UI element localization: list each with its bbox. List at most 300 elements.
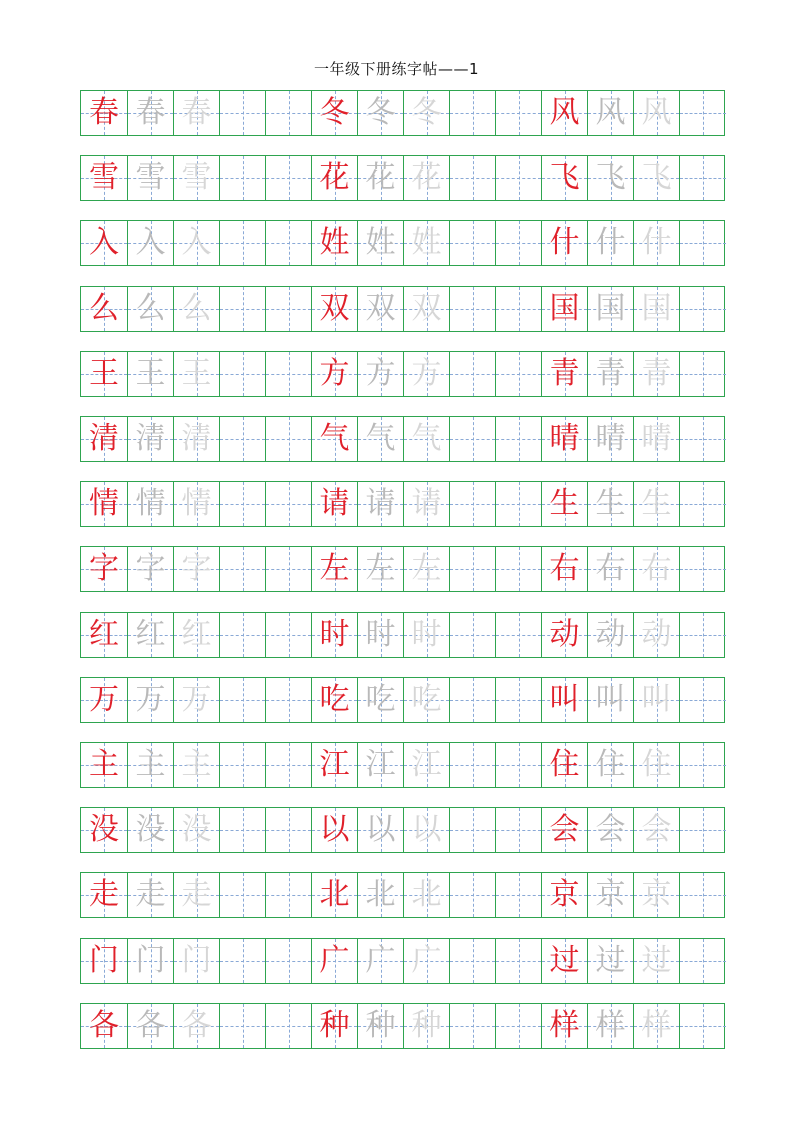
- grid-cell: [127, 417, 173, 461]
- trace-character: 万: [181, 681, 212, 717]
- model-character: 动: [549, 616, 580, 652]
- trace-character: 走: [181, 877, 212, 913]
- grid-cell: [173, 939, 219, 983]
- grid-cell: [633, 808, 679, 852]
- grid-cell: [403, 417, 449, 461]
- grid-cell: [81, 678, 127, 722]
- grid-cell: [403, 287, 449, 331]
- grid-cell: [495, 352, 541, 396]
- grid-cell: [541, 613, 587, 657]
- grid-cell: [81, 482, 127, 526]
- model-character: 清: [89, 421, 119, 456]
- trace-character: 京: [641, 877, 672, 913]
- model-character: 春: [89, 95, 119, 130]
- grid-cell: [265, 156, 311, 200]
- grid-cell: [449, 352, 495, 396]
- grid-cell: [541, 873, 587, 917]
- trace-character: 时: [365, 616, 396, 652]
- grid-cell: [633, 156, 679, 200]
- grid-cell: [127, 547, 173, 591]
- grid-cell: [495, 221, 541, 265]
- grid-cell: [587, 482, 633, 526]
- model-character: 飞: [549, 160, 580, 196]
- model-character: 气: [319, 421, 350, 456]
- grid-cell: [679, 678, 726, 722]
- grid-row: [80, 938, 725, 984]
- grid-cell: [403, 547, 449, 591]
- grid-cell: [495, 1004, 541, 1048]
- trace-character: 住: [641, 747, 672, 782]
- trace-character: 过: [595, 942, 626, 978]
- grid-cell: [265, 221, 311, 265]
- trace-character: 红: [181, 616, 212, 652]
- trace-character: 方: [411, 355, 442, 391]
- model-character: 字: [89, 551, 119, 587]
- model-character: 王: [89, 355, 119, 391]
- grid-cell: [173, 287, 219, 331]
- trace-character: 吃: [411, 681, 442, 717]
- grid-cell: [311, 482, 357, 526]
- grid-cell: [357, 678, 403, 722]
- grid-cell: [173, 156, 219, 200]
- grid-cell: [357, 221, 403, 265]
- trace-character: 门: [135, 942, 166, 978]
- trace-character: 字: [135, 551, 166, 587]
- grid-cell: [357, 482, 403, 526]
- trace-character: 门: [181, 942, 212, 978]
- grid-cell: [219, 939, 265, 983]
- grid-cell: [541, 547, 587, 591]
- model-character: 叫: [549, 681, 580, 717]
- model-character: 广: [319, 942, 350, 978]
- grid-cell: [679, 287, 726, 331]
- trace-character: 会: [595, 812, 626, 848]
- grid-cell: [403, 613, 449, 657]
- grid-cell: [265, 352, 311, 396]
- trace-character: 飞: [595, 160, 626, 196]
- grid-cell: [403, 221, 449, 265]
- grid-cell: [679, 482, 726, 526]
- model-character: 右: [549, 551, 580, 587]
- grid-cell: [541, 156, 587, 200]
- grid-cell: [403, 91, 449, 135]
- grid-cell: [679, 547, 726, 591]
- trace-character: 情: [135, 486, 166, 522]
- grid-cell: [219, 156, 265, 200]
- grid-cell: [495, 91, 541, 135]
- grid-cell: [265, 939, 311, 983]
- model-character: 什: [549, 225, 580, 261]
- grid-cell: [311, 91, 357, 135]
- grid-cell: [679, 873, 726, 917]
- grid-cell: [587, 91, 633, 135]
- grid-cell: [633, 743, 679, 787]
- trace-character: 什: [595, 225, 626, 261]
- model-character: 走: [89, 877, 119, 913]
- grid-cell: [449, 678, 495, 722]
- grid-cell: [449, 873, 495, 917]
- grid-cell: [495, 678, 541, 722]
- grid-cell: [81, 221, 127, 265]
- grid-cell: [679, 352, 726, 396]
- grid-cell: [81, 873, 127, 917]
- grid-cell: [679, 156, 726, 200]
- trace-character: 清: [181, 421, 212, 456]
- grid-cell: [311, 743, 357, 787]
- grid-cell: [449, 91, 495, 135]
- trace-character: 样: [641, 1007, 672, 1043]
- grid-row: [80, 677, 725, 723]
- grid-cell: [127, 482, 173, 526]
- trace-character: 会: [641, 812, 672, 848]
- grid-cell: [357, 352, 403, 396]
- grid-cell: [127, 613, 173, 657]
- trace-character: 叫: [595, 681, 626, 717]
- trace-character: 国: [595, 290, 626, 326]
- trace-character: 王: [181, 355, 212, 391]
- trace-character: 京: [595, 877, 626, 913]
- grid-cell: [357, 613, 403, 657]
- trace-character: 什: [641, 225, 672, 261]
- grid-cell: [495, 808, 541, 852]
- grid-cell: [311, 873, 357, 917]
- grid-cell: [403, 678, 449, 722]
- grid-cell: [265, 873, 311, 917]
- trace-character: 没: [181, 812, 212, 848]
- grid-cell: [403, 482, 449, 526]
- trace-character: 吃: [365, 681, 396, 717]
- page-title: 一年级下册练字帖——1: [313, 60, 480, 78]
- grid-cell: [81, 417, 127, 461]
- trace-character: 青: [595, 355, 626, 391]
- grid-cell: [587, 156, 633, 200]
- grid-cell: [357, 1004, 403, 1048]
- grid-cell: [495, 547, 541, 591]
- trace-character: 么: [135, 290, 166, 326]
- grid-cell: [633, 873, 679, 917]
- trace-character: 姓: [411, 225, 442, 261]
- grid-cell: [587, 678, 633, 722]
- grid-cell: [127, 743, 173, 787]
- grid-cell: [173, 678, 219, 722]
- grid-cell: [311, 156, 357, 200]
- grid-cell: [81, 613, 127, 657]
- grid-cell: [81, 939, 127, 983]
- grid-cell: [173, 221, 219, 265]
- grid-cell: [449, 482, 495, 526]
- trace-character: 请: [365, 486, 396, 522]
- grid-cell: [219, 91, 265, 135]
- grid-cell: [449, 743, 495, 787]
- grid-cell: [403, 352, 449, 396]
- model-character: 各: [89, 1007, 119, 1043]
- grid-cell: [541, 939, 587, 983]
- grid-cell: [219, 417, 265, 461]
- grid-cell: [357, 156, 403, 200]
- trace-character: 么: [181, 290, 212, 326]
- trace-character: 叫: [641, 681, 672, 717]
- trace-character: 气: [411, 421, 442, 456]
- grid-cell: [311, 221, 357, 265]
- grid-row: [80, 1003, 725, 1049]
- trace-character: 万: [135, 681, 166, 717]
- trace-character: 飞: [641, 160, 672, 196]
- grid-cell: [127, 873, 173, 917]
- trace-character: 字: [181, 551, 212, 587]
- grid-cell: [403, 873, 449, 917]
- grid-cell: [495, 482, 541, 526]
- grid-cell: [495, 156, 541, 200]
- grid-cell: [449, 808, 495, 852]
- grid-cell: [587, 613, 633, 657]
- trace-character: 广: [411, 942, 442, 978]
- grid-cell: [81, 352, 127, 396]
- trace-character: 没: [135, 812, 166, 848]
- grid-cell: [265, 417, 311, 461]
- model-character: 江: [319, 747, 350, 782]
- trace-character: 广: [365, 942, 396, 978]
- trace-character: 以: [411, 812, 442, 848]
- grid-cell: [587, 221, 633, 265]
- model-character: 入: [89, 225, 119, 261]
- trace-character: 生: [641, 486, 672, 522]
- trace-character: 气: [365, 421, 396, 456]
- grid-cell: [357, 287, 403, 331]
- grid-cell: [587, 743, 633, 787]
- model-character: 吃: [319, 681, 350, 717]
- grid-row: [80, 155, 725, 201]
- grid-cell: [541, 91, 587, 135]
- trace-character: 春: [181, 95, 212, 130]
- trace-character: 青: [641, 355, 672, 391]
- model-character: 万: [89, 681, 119, 717]
- model-character: 门: [89, 942, 119, 978]
- trace-character: 红: [135, 616, 166, 652]
- grid-cell: [633, 613, 679, 657]
- grid-cell: [311, 678, 357, 722]
- model-character: 过: [549, 942, 580, 978]
- grid-cell: [357, 873, 403, 917]
- grid-row: [80, 90, 725, 136]
- grid-cell: [587, 808, 633, 852]
- grid-cell: [541, 482, 587, 526]
- trace-character: 风: [595, 95, 626, 130]
- grid-cell: [633, 221, 679, 265]
- grid-cell: [127, 1004, 173, 1048]
- model-character: 左: [319, 551, 350, 587]
- grid-cell: [81, 743, 127, 787]
- grid-cell: [173, 417, 219, 461]
- trace-character: 动: [641, 616, 672, 652]
- trace-character: 国: [641, 290, 672, 326]
- grid-cell: [311, 352, 357, 396]
- model-character: 北: [319, 877, 350, 913]
- grid-cell: [265, 287, 311, 331]
- grid-cell: [173, 352, 219, 396]
- grid-cell: [219, 482, 265, 526]
- grid-cell: [127, 221, 173, 265]
- grid-cell: [495, 417, 541, 461]
- trace-character: 过: [641, 942, 672, 978]
- grid-cell: [265, 613, 311, 657]
- trace-character: 以: [365, 812, 396, 848]
- trace-character: 晴: [595, 421, 626, 456]
- grid-cell: [173, 613, 219, 657]
- grid-cell: [495, 287, 541, 331]
- trace-character: 双: [365, 290, 396, 326]
- grid-cell: [403, 1004, 449, 1048]
- grid-cell: [219, 352, 265, 396]
- grid-cell: [403, 808, 449, 852]
- grid-cell: [173, 547, 219, 591]
- trace-character: 请: [411, 486, 442, 522]
- model-character: 花: [319, 160, 350, 196]
- model-character: 请: [319, 486, 350, 522]
- trace-character: 王: [135, 355, 166, 391]
- model-character: 晴: [549, 421, 580, 456]
- grid-cell: [357, 547, 403, 591]
- model-character: 国: [549, 290, 580, 326]
- grid-cell: [633, 678, 679, 722]
- model-character: 双: [319, 290, 350, 326]
- trace-character: 动: [595, 616, 626, 652]
- grid-cell: [173, 873, 219, 917]
- trace-character: 双: [411, 290, 442, 326]
- model-character: 时: [319, 616, 350, 652]
- grid-row: [80, 416, 725, 462]
- grid-cell: [679, 808, 726, 852]
- trace-character: 右: [595, 551, 626, 587]
- trace-character: 各: [135, 1007, 166, 1043]
- trace-character: 江: [411, 747, 442, 782]
- grid-cell: [679, 743, 726, 787]
- grid-cell: [403, 743, 449, 787]
- trace-character: 春: [135, 95, 166, 130]
- grid-cell: [495, 613, 541, 657]
- trace-character: 江: [365, 747, 396, 782]
- grid-cell: [587, 1004, 633, 1048]
- trace-character: 北: [411, 877, 442, 913]
- grid-cell: [679, 417, 726, 461]
- trace-character: 花: [365, 160, 396, 196]
- trace-character: 生: [595, 486, 626, 522]
- grid-cell: [311, 939, 357, 983]
- grid-cell: [219, 613, 265, 657]
- grid-cell: [449, 287, 495, 331]
- grid-row: [80, 351, 725, 397]
- trace-character: 清: [135, 421, 166, 456]
- grid-cell: [633, 287, 679, 331]
- grid-cell: [265, 482, 311, 526]
- grid-cell: [541, 808, 587, 852]
- trace-character: 情: [181, 486, 212, 522]
- grid-row: [80, 807, 725, 853]
- model-character: 雪: [89, 160, 119, 196]
- trace-character: 花: [411, 160, 442, 196]
- grid-cell: [357, 417, 403, 461]
- grid-cell: [311, 287, 357, 331]
- grid-cell: [541, 221, 587, 265]
- model-character: 生: [549, 486, 580, 522]
- grid-row: [80, 872, 725, 918]
- grid-cell: [403, 156, 449, 200]
- grid-row: [80, 742, 725, 788]
- model-character: 住: [549, 747, 580, 782]
- grid-cell: [495, 939, 541, 983]
- grid-cell: [633, 91, 679, 135]
- grid-cell: [679, 1004, 726, 1048]
- grid-cell: [587, 547, 633, 591]
- trace-character: 样: [595, 1007, 626, 1043]
- grid-cell: [633, 1004, 679, 1048]
- grid-cell: [587, 873, 633, 917]
- grid-cell: [127, 287, 173, 331]
- grid-cell: [219, 808, 265, 852]
- grid-cell: [633, 939, 679, 983]
- model-character: 情: [89, 486, 119, 522]
- grid-cell: [449, 939, 495, 983]
- model-character: 青: [549, 355, 580, 391]
- grid-cell: [679, 939, 726, 983]
- grid-cell: [219, 221, 265, 265]
- trace-character: 主: [181, 747, 212, 782]
- grid-row: [80, 481, 725, 527]
- grid-cell: [357, 91, 403, 135]
- trace-character: 左: [365, 551, 396, 587]
- grid-cell: [587, 939, 633, 983]
- grid-cell: [311, 417, 357, 461]
- trace-character: 左: [411, 551, 442, 587]
- trace-character: 晴: [641, 421, 672, 456]
- grid-cell: [173, 808, 219, 852]
- grid-cell: [219, 287, 265, 331]
- grid-cell: [173, 743, 219, 787]
- grid-cell: [633, 417, 679, 461]
- grid-cell: [81, 287, 127, 331]
- trace-character: 冬: [411, 95, 442, 130]
- grid-cell: [219, 547, 265, 591]
- grid-cell: [265, 91, 311, 135]
- trace-character: 种: [365, 1007, 396, 1043]
- model-character: 么: [89, 290, 119, 326]
- grid-cell: [449, 613, 495, 657]
- trace-character: 各: [181, 1007, 212, 1043]
- model-character: 主: [89, 747, 119, 782]
- grid-cell: [311, 1004, 357, 1048]
- grid-cell: [357, 939, 403, 983]
- grid-cell: [587, 417, 633, 461]
- grid-cell: [587, 287, 633, 331]
- grid-cell: [127, 156, 173, 200]
- grid-row: [80, 286, 725, 332]
- trace-character: 北: [365, 877, 396, 913]
- grid-cell: [633, 547, 679, 591]
- grid-cell: [219, 873, 265, 917]
- grid-cell: [449, 547, 495, 591]
- trace-character: 时: [411, 616, 442, 652]
- grid-cell: [403, 939, 449, 983]
- grid-row: [80, 612, 725, 658]
- grid-cell: [311, 547, 357, 591]
- trace-character: 入: [135, 225, 166, 261]
- grid-cell: [633, 482, 679, 526]
- trace-character: 入: [181, 225, 212, 261]
- grid-cell: [449, 221, 495, 265]
- grid-cell: [679, 91, 726, 135]
- model-character: 种: [319, 1007, 350, 1043]
- grid-cell: [219, 743, 265, 787]
- grid-cell: [265, 743, 311, 787]
